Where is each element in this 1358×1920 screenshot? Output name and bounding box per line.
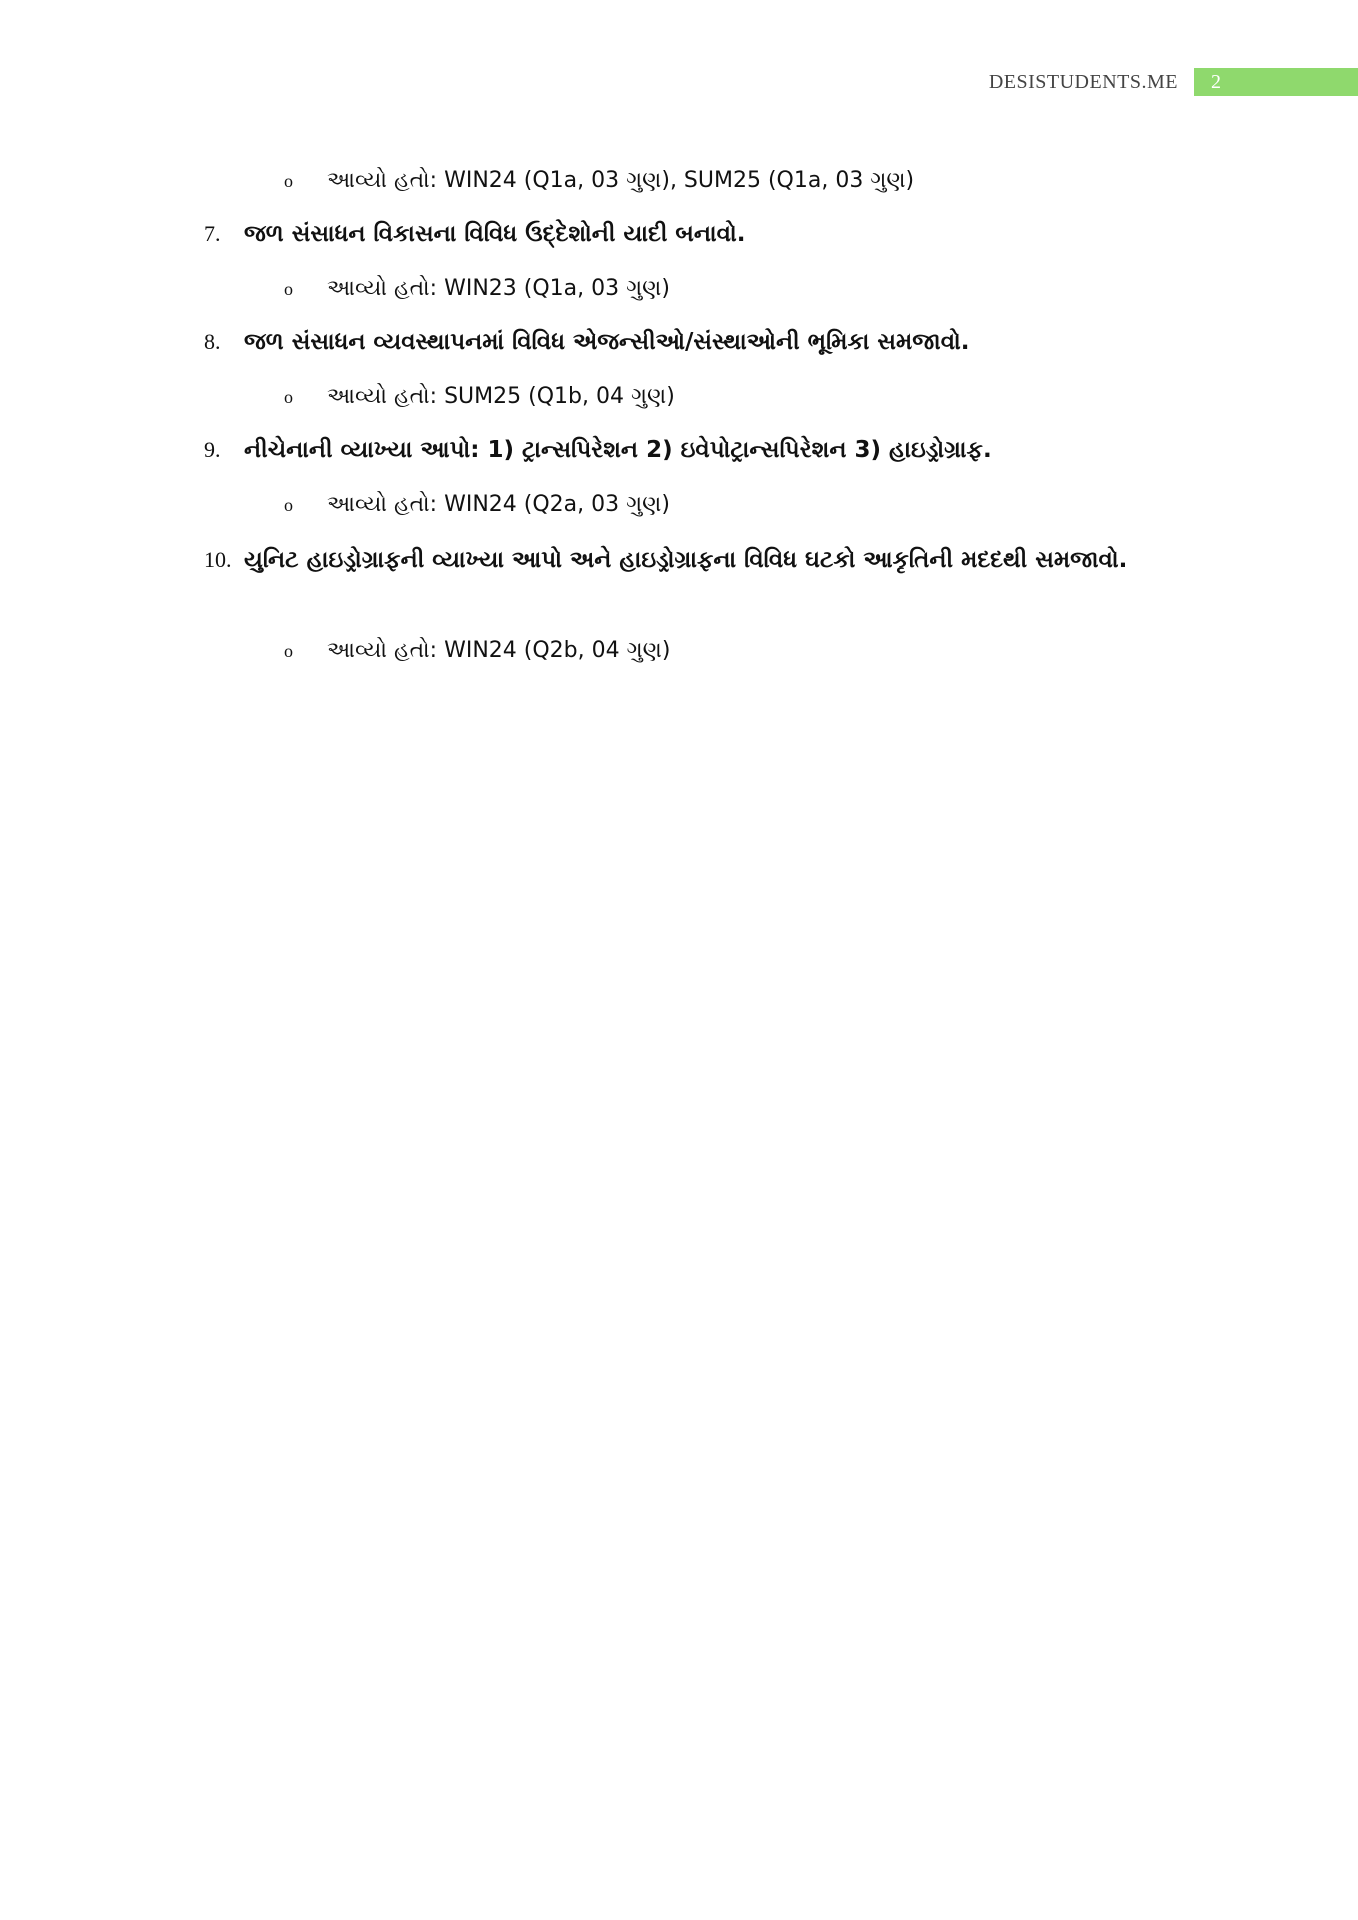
question-text: યુનિટ હાઇડ્રોગ્રાફની વ્યાખ્યા આપો અને હાઇડ્રોગ્રાફના વિવિધ ઘટકો આકૃતિની મદદથી સમજાવો. bbox=[244, 547, 1128, 573]
question-number: 7. bbox=[204, 221, 221, 246]
question-number: 10. bbox=[204, 547, 232, 572]
source-note-text: આવ્યો હતો: WIN24 (Q1a, 03 ગુણ), SUM25 (Q1a, 03 ગુણ) bbox=[327, 168, 915, 193]
bullet-icon: o bbox=[284, 171, 293, 191]
question-item bbox=[204, 324, 970, 360]
source-note bbox=[284, 638, 670, 663]
question-item bbox=[204, 542, 1127, 578]
source-note-text: આવ્યો હતો: WIN23 (Q1a, 03 ગુણ) bbox=[327, 276, 670, 301]
source-note bbox=[284, 384, 675, 409]
question-number: 8. bbox=[204, 329, 221, 354]
source-note-text: આવ્યો હતો: SUM25 (Q1b, 04 ગુણ) bbox=[327, 384, 675, 409]
bullet-icon: o bbox=[284, 279, 293, 299]
site-name: DESISTUDENTS.ME bbox=[988, 71, 1178, 93]
source-note-text: આવ્યો હતો: WIN24 (Q2a, 03 ગુણ) bbox=[327, 492, 670, 517]
source-note-text: આવ્યો હતો: WIN24 (Q2b, 04 ગુણ) bbox=[327, 638, 671, 663]
source-note bbox=[284, 276, 670, 301]
source-note bbox=[284, 168, 914, 193]
bullet-icon: o bbox=[284, 387, 293, 407]
bullet-icon: o bbox=[284, 641, 293, 661]
source-note bbox=[284, 492, 670, 517]
question-text: જળ સંસાધન વ્યવસ્થાપનમાં વિવિધ એજન્સીઓ/સંસ્થાઓની ભૂમિકા સમજાવો. bbox=[244, 329, 970, 355]
question-item bbox=[204, 432, 992, 468]
question-text: નીચેનાની વ્યાખ્યા આપો: 1) ટ્રાન્સપિરેશન 2) ઇવેપોટ્રાન્સપિરેશન 3) હાઇડ્રોગ્રાફ. bbox=[244, 437, 992, 463]
question-item bbox=[204, 216, 746, 252]
page-header bbox=[989, 68, 1358, 96]
page-number-badge: 2 bbox=[1194, 68, 1358, 96]
question-number: 9. bbox=[204, 437, 221, 462]
question-text: જળ સંસાધન વિકાસના વિવિધ ઉદ્દેશોની યાદી બનાવો. bbox=[244, 221, 746, 247]
bullet-icon: o bbox=[284, 495, 293, 515]
